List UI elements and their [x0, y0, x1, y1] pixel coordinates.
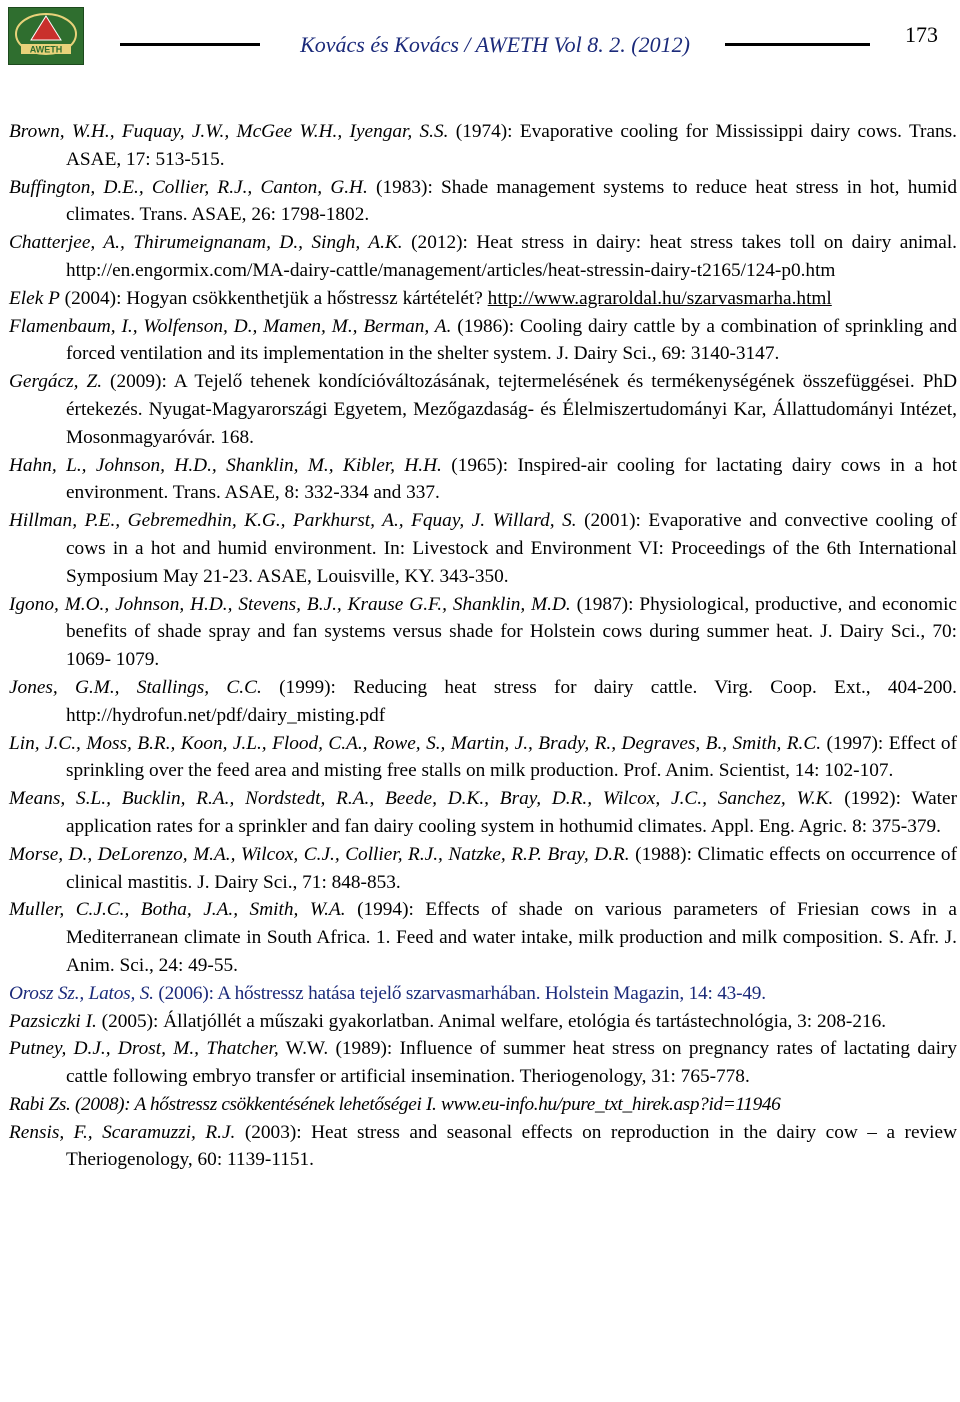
- reference-text: (1986): Cooling dairy cattle by a combination of sprinkling and forced ventilation and its implementation in the shelter system. J. Dairy Sci., 69: 3140-3147.: [66, 315, 957, 365]
- reference-authors: Flamenbaum, I., Wolfenson, D., Mamen, M., Berman, A.: [9, 315, 452, 337]
- reference-text: (2006): A hőstressz hatása tejelő szarvasmarhában. Holstein Magazin, 14: 43-49.: [153, 982, 766, 1004]
- reference-authors: Elek P: [9, 287, 60, 309]
- reference-authors: Hillman, P.E., Gebremedhin, K.G., Parkhurst, A., Fquay, J. Willard, S.: [9, 510, 577, 532]
- reference-item: [9, 1091, 957, 1119]
- header-rule-left: [120, 43, 260, 46]
- reference-item: [9, 591, 957, 674]
- reference-link[interactable]: http://www.agraroldal.hu/szarvasmarha.html: [487, 287, 832, 309]
- reference-authors: Chatterjee, A., Thirumeignanam, D., Singh, A.K.: [9, 232, 403, 254]
- reference-item: [9, 841, 957, 897]
- reference-item: [9, 785, 957, 841]
- logo-text: AWETH: [29, 44, 63, 55]
- reference-authors: Hahn, L., Johnson, H.D., Shanklin, M., Kibler, H.H.: [9, 454, 442, 476]
- reference-item: [9, 674, 957, 730]
- page-header: [0, 0, 960, 80]
- reference-text: (1992): Water application rates for a sprinkler and fan dairy cooling system in hothumid climates. Appl. Eng. Agric. 8: 375-379.: [66, 788, 957, 837]
- reference-text: (2005): Állatjóllét a műszaki gyakorlatban. Animal welfare, etológia és tartástechnológia, 3: 208-216.: [96, 1010, 887, 1032]
- reference-text: (2012): Heat stress in dairy: heat stress takes toll on dairy animal. http://en.engormix.com/MA-dairy-cattle/management/articles/heat-stressin-dairy-t2165/124-p0.htm: [66, 232, 957, 281]
- reference-text: W.W. (1989): Influence of summer heat stress on pregnancy rates of lactating dairy cattle following embryo transfer or artificial insemination. Theriogenology, 31: 765-778.: [66, 1038, 957, 1088]
- journal-logo: [8, 7, 84, 65]
- reference-item: [9, 452, 957, 508]
- reference-item: [9, 285, 957, 313]
- reference-item: [9, 118, 957, 174]
- reference-item: [9, 174, 957, 230]
- reference-item: [9, 896, 957, 979]
- reference-authors: Igono, M.O., Johnson, H.D., Stevens, B.J., Krause G.F., Shanklin, M.D.: [9, 593, 571, 615]
- reference-item: [9, 980, 957, 1008]
- reference-authors: Buffington, D.E., Collier, R.J., Canton, G.H.: [9, 176, 368, 198]
- reference-text: (1974): Evaporative cooling for Mississippi dairy cows. Trans. ASAE, 17: 513-515.: [66, 121, 957, 170]
- reference-item: [9, 1119, 957, 1175]
- journal-title: Kovács és Kovács / AWETH Vol 8. 2. (2012): [300, 32, 690, 57]
- reference-text: (1999): Reducing heat stress for dairy cattle. Virg. Coop. Ext., 404-200. http://hydrofun.net/pdf/dairy_misting.pdf: [66, 676, 958, 726]
- reference-text: (1997): Effect of sprinkling over the feed area and misting free stalls on milk production. Prof. Anim. Scientist, 14: 102-107.: [66, 732, 957, 782]
- reference-text: (1994): Effects of shade on various parameters of Friesian cows in a Mediterranean climate in South Africa. 1. Feed and water intake, milk production and milk composition. S. Afr. J. Anim. Sci., 24: 49-55.: [66, 899, 957, 976]
- page-number: 173: [905, 22, 938, 47]
- reference-item: [9, 507, 957, 590]
- reference-text: (1965): Inspired-air cooling for lactating dairy cows in a hot environment. Trans. ASAE, 8: 332-334 and 337.: [66, 454, 957, 504]
- reference-authors: Brown, W.H., Fuquay, J.W., McGee W.H., Iyengar, S.S.: [9, 121, 449, 142]
- reference-text: (1987): Physiological, productive, and economic benefits of shade spray and fan systems versus shade for Holstein cows during summer heat. J. Dairy Sci., 70: 1069- 1079.: [66, 593, 957, 671]
- reference-authors: Orosz Sz., Latos, S.: [9, 982, 154, 1004]
- reference-authors: Morse, D., DeLorenzo, M.A., Wilcox, C.J., Collier, R.J., Natzke, R.P. Bray, D.R.: [9, 843, 630, 865]
- reference-authors: Means, S.L., Bucklin, R.A., Nordstedt, R.A., Beede, D.K., Bray, D.R., Wilcox, J.C., Sanchez, W.K.: [9, 788, 834, 810]
- reference-authors: Jones, G.M., Stallings, C.C.: [9, 676, 262, 698]
- reference-authors: Rabi Zs. (2008): A hőstressz csökkentésének lehetőségei I. www.eu-info.hu/pure_txt_hirek.asp?id=11946: [9, 1093, 781, 1115]
- reference-text: (2009): A Tejelő tehenek kondícióváltozásának, tejtermelésének és termékenységének összefüggései. PhD értekezés. Nyugat-Magyarországi Egyetem, Mezőgazdaság- és Élelmiszertudományi Kar, Állattudományi Intézet, Mosonmagyaróvár. 168.: [66, 371, 957, 448]
- header-rule-right: [725, 43, 870, 46]
- reference-item: [9, 1008, 957, 1036]
- reference-text: (2004): Hogyan csökkenthetjük a hőstressz kártételét?: [59, 287, 488, 309]
- reference-authors: Lin, J.C., Moss, B.R., Koon, J.L., Flood, C.A., Rowe, S., Martin, J., Brady, R., Degraves, B., Smith, R.C.: [9, 732, 822, 754]
- reference-item: [9, 313, 957, 369]
- reference-authors: Muller, C.J.C., Botha, J.A., Smith, W.A.: [9, 899, 346, 921]
- reference-text: (2001): Evaporative and convective cooling of cows in a hot and humid environment. In: Livestock and Environment VI: Proceedings of the 6th International Symposium May 21-23. ASAE, Louisville, KY. 343-350.: [66, 510, 957, 587]
- reference-text: (2003): Heat stress and seasonal effects on reproduction in the dairy cow – a review Theriogenology, 60: 1139-1151.: [66, 1121, 957, 1171]
- reference-authors: Pazsiczki I.: [9, 1010, 97, 1032]
- reference-item: [9, 1035, 957, 1091]
- reference-item: [9, 368, 957, 451]
- reference-authors: Gergácz, Z.: [9, 371, 103, 393]
- reference-list: [9, 118, 957, 1174]
- reference-authors: Putney, D.J., Drost, M., Thatcher,: [9, 1038, 279, 1060]
- reference-text: (1988): Climatic effects on occurrence of clinical mastitis. J. Dairy Sci., 71: 848-853.: [66, 843, 957, 893]
- logo-emblem-icon: [9, 8, 83, 64]
- reference-authors: Rensis, F., Scaramuzzi, R.J.: [9, 1121, 236, 1143]
- reference-item: [9, 730, 957, 786]
- reference-item: [9, 229, 957, 285]
- reference-text: (1983): Shade management systems to reduce heat stress in hot, humid climates. Trans. ASAE, 26: 1798-1802.: [66, 176, 957, 226]
